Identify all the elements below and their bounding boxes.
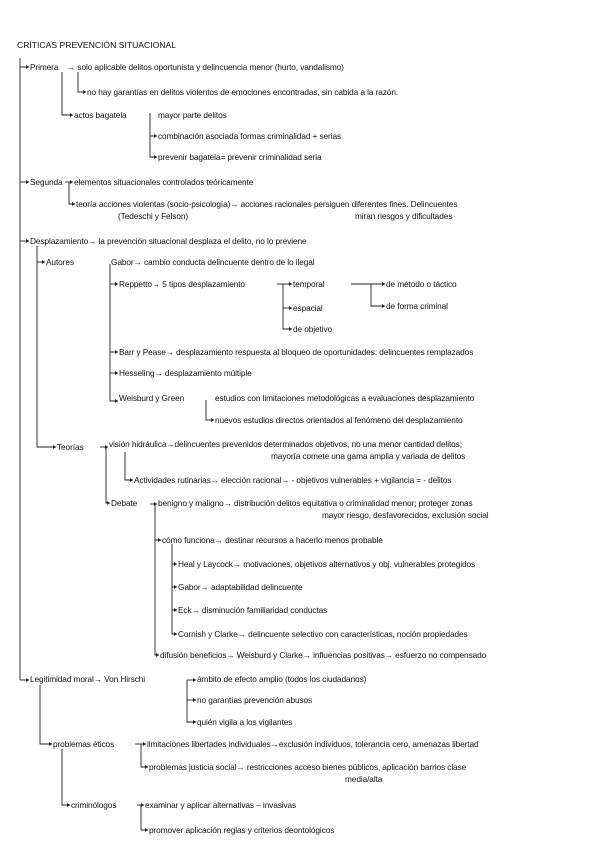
arrowhead-icon [193,720,196,724]
arrowhead-icon [115,399,118,403]
arrowhead-icon [174,585,177,589]
arrowhead-icon [145,765,148,769]
node-benigno-cont: mayor riesgo, desfavorecidos, exclusión social [322,510,489,520]
node-actos-bagatela: actos bagatela [74,110,127,120]
arrowhead-icon [382,282,385,286]
node-bagatela-1: mayor parte delitos [158,110,227,120]
node-eticos-1: limitaciones libertades individuales→exclusión individuos, tolerancia cero, amenazas libertad [147,739,479,749]
node-segunda-2: teoría acciones violentas (socio-psicología)→ acciones racionales persiguen diferentes fines. Delincuentes [76,199,458,209]
arrowhead-icon [26,239,29,243]
arrowhead-icon [26,678,29,682]
arrowhead-icon [289,327,292,331]
node-eck: Eck→ disminución familiaridad conductas [178,605,328,615]
node-problemas-eticos: problemas éticos [53,739,115,749]
node-reppetto: Reppetto→ 5 tipos desplazamiento [119,279,245,289]
arrowhead-icon [193,698,196,702]
arrowhead-icon [289,282,292,286]
arrowhead-icon [382,304,385,308]
node-legitimidad-moral: Legitimidad moral→ Von Hirschi [30,674,146,684]
node-eticos-2: problemas justicia social→ restricciones acceso bienes públicos, aplicación barrios clase [149,762,467,772]
arrowhead-icon [141,803,144,807]
arrowhead-icon [130,478,133,482]
arrowhead-icon [70,180,73,184]
node-hidraulica: visión hidráulica→delincuentes prevenidos determinados objetivos, no una menor cantidad delitos; [109,439,462,449]
node-legitimidad-2: no garantías prevención abusos [197,695,313,705]
node-legitimidad-1: ámbito de efecto amplio (todos los ciudadanos) [197,674,367,684]
node-eticos-2-cont: media/alta [345,774,383,784]
page-title: CRÍTICAS PREVENCIÓN SITUACIONAL [17,40,177,50]
node-weisburd-2: nuevos estudios directos orientados al fenómeno del desplazamiento [215,415,463,425]
arrowhead-icon [193,678,196,682]
arrowhead-icon [26,65,29,69]
node-como-funciona: cómo funciona→ destinar recursos a hacerlo menos probable [162,535,383,545]
arrowhead-icon [49,742,52,746]
node-weisburd-green: Weisburd y Green [119,393,185,403]
node-actividades-rutinarias: Actividades rutinarias→ elección racional→ - objetivos vulnerables + vigilancia = - delitos [134,475,452,485]
node-desplazamiento: Desplazamiento→ la prevención situacional desplaza el delito, no lo previene [30,236,307,246]
arrowhead-icon [115,282,118,286]
node-weisburd-1: estudios con limitaciones metodológicas a evaluaciones desplazamiento [215,393,475,403]
node-no-garantias: no hay garantías en delitos violentos de emociones encontradas, sin cabida a la razón. [87,87,399,97]
node-forma-criminal: de forma criminal [386,301,448,311]
arrowhead-icon [174,562,177,566]
node-bagatela-2: combinación asociada formas criminalidad + serias [158,131,342,141]
node-hesseling: Hesseling→ desplazamiento múltiple [119,368,252,378]
arrowhead-icon [42,260,45,264]
node-teorias: Teorías [57,442,84,452]
arrowhead-icon [289,306,292,310]
node-bagatela-3: prevenir bagatela= prevenir criminalidad seria [158,152,322,162]
arrowhead-icon [154,502,157,506]
arrowhead-icon [174,608,177,612]
node-gabor: Gabor→ cambio conducta delincuente dentro de lo ilegal [111,257,315,267]
arrowhead-icon [154,155,157,159]
arrowhead-icon [145,828,148,832]
node-objetivo: de objetivo [293,324,333,334]
node-criminologos: criminólogos [71,800,117,810]
node-primera-detail: → solo aplicable delitos oportunista y delincuencia menor (hurto, vandalismo) [67,62,344,72]
node-debate: Debate [111,498,138,508]
arrowhead-icon [70,113,73,117]
arrowhead-icon [115,350,118,354]
arrowhead-icon [158,538,161,542]
arrowhead-icon [67,803,70,807]
node-barr-pease: Barr y Pease→ desplazamiento respuesta al bloqueo de oportunidades: delincuentes remplazados [119,347,474,357]
node-criminologos-1: examinar y aplicar alternativas – invasivas [145,800,297,810]
arrowhead-icon [26,180,29,184]
node-difusion-beneficios: difusión beneficios→ Weisburd y Clarke→ influencias positivas→ esfuerzo no compensado [160,650,487,660]
arrowhead-icon [174,632,177,636]
node-gabor-adaptabilidad: Gabor→ adaptabilidad delincuente [178,582,303,592]
node-criminologos-2: promover aplicación reglas y criterios deontológicos [149,825,335,835]
node-metodo: de método o táctico [386,279,457,289]
arrowhead-icon [143,742,146,746]
arrowhead-icon [115,371,118,375]
arrowhead-icon [211,418,214,422]
arrowhead-icon [53,445,56,449]
node-cornish-clarke: Cornish y Clarke→ delincuente selectivo con características, noción propiedades [178,629,468,639]
node-autores: Autores [46,257,74,267]
arrowhead-icon [105,445,108,449]
node-benigno-maligno: benigno y maligno→ distribución delitos equitativa o criminalidad menor; proteger zonas [158,498,473,508]
arrowhead-icon [156,653,159,657]
arrowhead-icon [154,134,157,138]
node-espacial: espacial [293,303,323,313]
node-hidraulica-cont: mayoría comete una gama amplia y variada de delitos [271,451,466,461]
node-legitimidad-3: quién vigila a los vigilantes [197,717,293,727]
node-segunda-2-cont: miran riesgos y dificultades [355,211,453,221]
node-temporal: temporal [293,279,325,289]
node-primera: Primera [30,62,59,72]
arrowhead-icon [83,90,86,94]
arrowhead-icon [72,202,75,206]
node-segunda: Segunda [30,177,63,187]
arrowhead-icon [107,501,110,505]
node-heal-laycock: Heal y Laycock→ motivaciones, objetivos alternativos y obj. vulnerables protegidos [178,559,476,569]
node-segunda-1: elementos situacionales controlados teóricamente [74,177,254,187]
node-segunda-2-authors: (Tedeschi y Felson) [118,211,189,221]
